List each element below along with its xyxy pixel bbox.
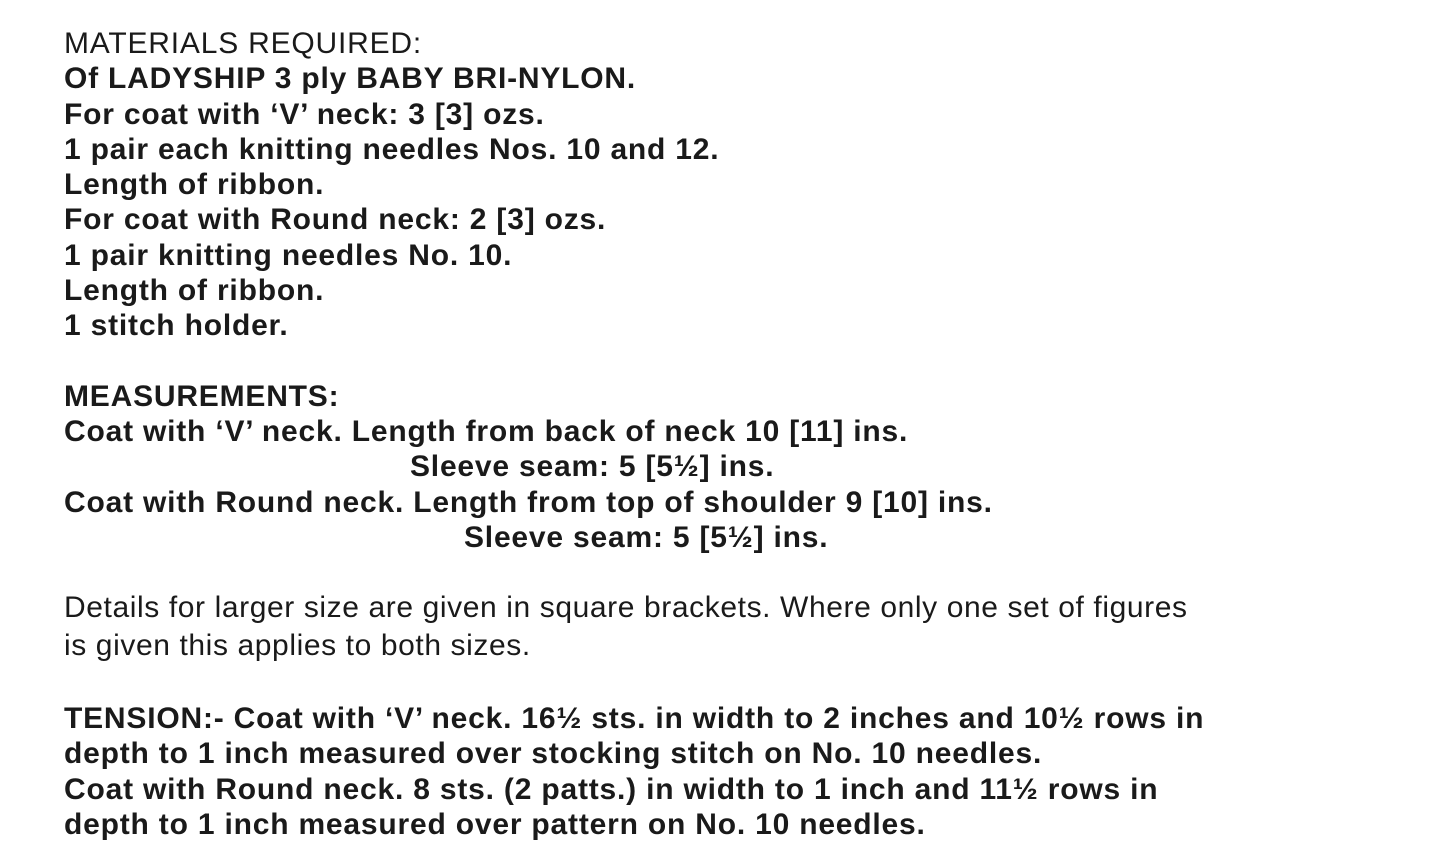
measurements-heading: MEASUREMENTS:: [64, 379, 340, 413]
materials-line-stitch-holder: 1 stitch holder.: [64, 309, 289, 343]
measurements-v-neck-sleeve: Sleeve seam: 5 [5½] ins.: [410, 450, 775, 484]
section-spacer: [64, 665, 1404, 701]
tension-line-1: [64, 701, 1404, 736]
measurements-v-neck-length: Coat with ‘V’ neck. Length from back of neck 10 [11] ins.: [64, 414, 909, 448]
measurements-round-neck-length: Coat with Round neck. Length from top of shoulder 9 [10] ins.: [64, 485, 993, 519]
section-spacer: [64, 555, 1404, 589]
materials-line-v-neck-ribbon: Length of ribbon.: [64, 168, 325, 202]
knitting-pattern-page: [64, 26, 1404, 842]
measurements-round-neck-sleeve: Sleeve seam: 5 [5½] ins.: [464, 520, 829, 554]
materials-line-v-neck-qty: For coat with ‘V’ neck: 3 [3] ozs.: [64, 97, 545, 131]
details-line-1: Details for larger size are given in square brackets. Where only one set of figures: [64, 591, 1188, 625]
materials-line-v-neck-needles: 1 pair each knitting needles Nos. 10 and 12.: [64, 132, 720, 166]
tension-label: TENSION:-: [64, 702, 225, 736]
tension-line-2: depth to 1 inch measured over stocking stitch on No. 10 needles.: [64, 737, 1043, 771]
materials-line-round-neck-qty: For coat with Round neck: 2 [3] ozs.: [64, 203, 607, 237]
materials-heading: MATERIALS REQUIRED:: [64, 27, 423, 60]
tension-line-4: depth to 1 inch measured over pattern on No. 10 needles.: [64, 808, 926, 842]
materials-line-yarn: Of LADYSHIP 3 ply BABY BRI-NYLON.: [64, 62, 637, 96]
tension-line-1-text: Coat with ‘V’ neck. 16½ sts. in width to 2 inches and 10½ rows in: [224, 702, 1205, 736]
details-line-2: is given this applies to both sizes.: [64, 629, 531, 663]
materials-line-round-neck-needles: 1 pair knitting needles No. 10.: [64, 238, 513, 272]
materials-line-round-neck-ribbon: Length of ribbon.: [64, 274, 325, 308]
section-spacer: [64, 344, 1404, 379]
tension-line-3: Coat with Round neck. 8 sts. (2 patts.) in width to 1 inch and 11½ rows in: [64, 772, 1159, 806]
